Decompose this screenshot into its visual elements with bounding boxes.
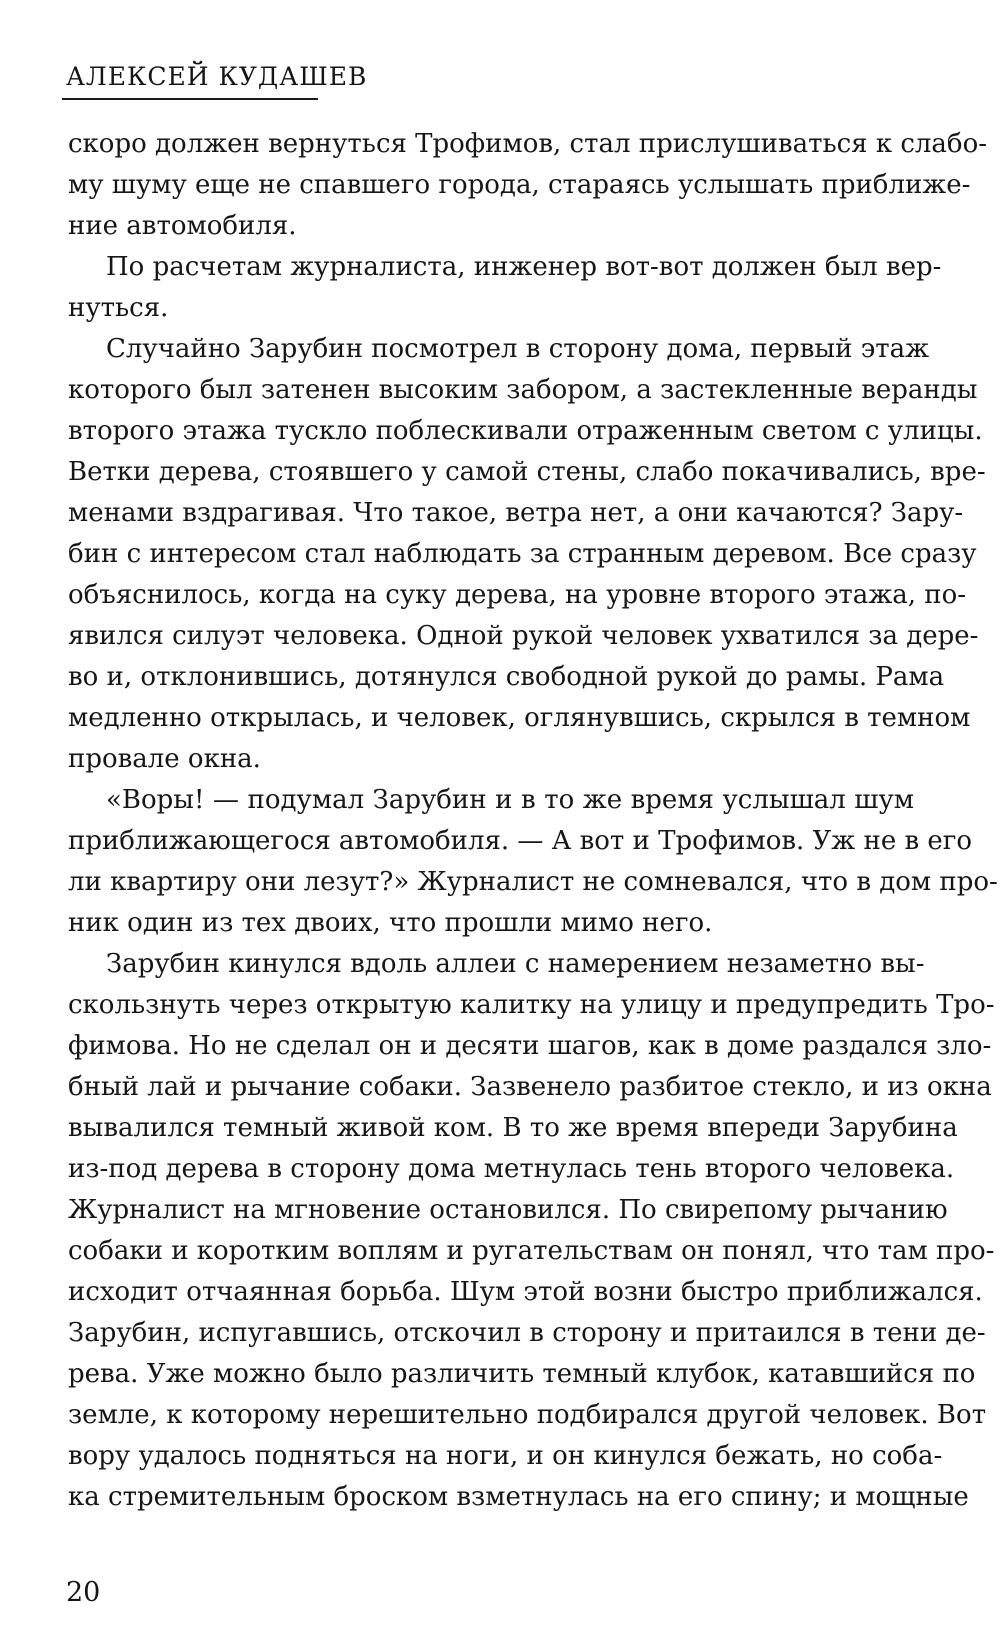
text-line: объяснилось, когда на суку дерева, на уровне второго этажа, по- bbox=[68, 580, 967, 610]
text-line: земле, к которому нерешительно подбирался другой человек. Вот bbox=[68, 1400, 987, 1430]
text-line: вывалился темный живой ком. В то же время впереди Зарубина bbox=[68, 1113, 958, 1143]
text-line: му шуму еще не спавшего города, стараясь услышать приближе- bbox=[68, 170, 971, 200]
header-rule bbox=[62, 98, 318, 100]
text-line: ник один из тех двоих, что прошли мимо него. bbox=[68, 908, 713, 938]
text-line: рева. Уже можно было различить темный клубок, катавшийся по bbox=[68, 1359, 976, 1389]
text-line: Случайно Зарубин посмотрел в сторону дома, первый этаж bbox=[106, 334, 930, 364]
text-line: нуться. bbox=[68, 293, 169, 323]
paragraph bbox=[68, 944, 995, 1518]
text-line: фимова. Но не сделал он и десяти шагов, как в доме раздался зло- bbox=[68, 1031, 992, 1061]
paragraph bbox=[68, 124, 988, 247]
body-text bbox=[68, 124, 998, 1518]
text-line: ка стремительным броском взметнулась на его спину; и мощные bbox=[68, 1482, 969, 1512]
text-line: ние автомобиля. bbox=[68, 211, 297, 241]
text-line: собаки и коротким воплям и ругательствам он понял, что там про- bbox=[68, 1236, 995, 1266]
text-line: «Воры! — подумал Зарубин и в то же время услышал шум bbox=[106, 785, 914, 815]
paragraph bbox=[68, 329, 986, 780]
text-line: Зарубин, испугавшись, отскочил в сторону и притаился в тени де- bbox=[68, 1318, 986, 1348]
text-line: приближающегося автомобиля. — А вот и Трофимов. Уж не в его bbox=[68, 826, 973, 856]
text-line: бин с интересом стал наблюдать за странным деревом. Все сразу bbox=[68, 539, 977, 569]
text-line: второго этажа тускло поблескивали отраженным светом с улицы. bbox=[68, 416, 983, 446]
text-line: исходит отчаянная борьба. Шум этой возни быстро приближался. bbox=[68, 1277, 983, 1307]
text-line: Ветки дерева, стоявшего у самой стены, слабо покачивались, вре- bbox=[68, 457, 986, 487]
text-line: скользнуть через открытую калитку на улицу и предупредить Тро- bbox=[68, 990, 995, 1020]
paragraph bbox=[68, 247, 942, 329]
text-line: менами вздрагивая. Что такое, ветра нет, а они качаются? Зару- bbox=[68, 498, 964, 528]
running-head: АЛЕКСЕЙ КУДАШЕВ bbox=[66, 62, 368, 91]
text-line: из-под дерева в сторону дома метнулась тень второго человека. bbox=[68, 1154, 955, 1184]
text-line: вору удалось подняться на ноги, и он кинулся бежать, но соба- bbox=[68, 1441, 943, 1471]
text-line: ли квартиру они лезут?» Журналист не сомневался, что в дом про- bbox=[68, 867, 998, 897]
text-line: провале окна. bbox=[68, 744, 261, 774]
text-line: явился силуэт человека. Одной рукой человек ухватился за дере- bbox=[68, 621, 979, 651]
text-line: Журналист на мгновение остановился. По свирепому рычанию bbox=[68, 1195, 948, 1225]
text-line: По расчетам журналиста, инженер вот-вот должен был вер- bbox=[106, 252, 942, 282]
text-line: скоро должен вернуться Трофимов, стал прислушиваться к слабо- bbox=[68, 129, 988, 159]
text-line: которого был затенен высоким забором, а застекленные веранды bbox=[68, 375, 978, 405]
text-line: медленно открылась, и человек, оглянувшись, скрылся в темном bbox=[68, 703, 971, 733]
text-line: во и, отклонившись, дотянулся свободной рукой до рамы. Рама bbox=[68, 662, 945, 692]
text-line: Зарубин кинулся вдоль аллеи с намерением незаметно вы- bbox=[106, 949, 925, 979]
text-line: бный лай и рычание собаки. Зазвенело разбитое стекло, и из окна bbox=[68, 1072, 992, 1102]
page-number: 20 bbox=[66, 1577, 101, 1608]
paragraph bbox=[68, 780, 998, 944]
